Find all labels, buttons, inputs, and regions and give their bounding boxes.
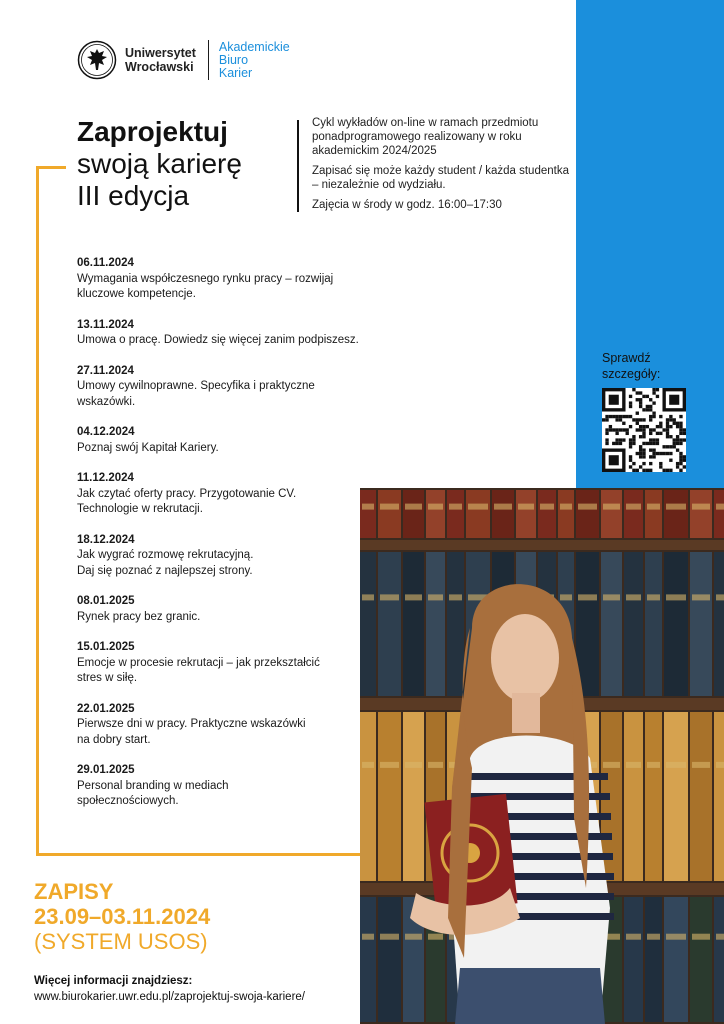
schedule-topic-line: Rynek pracy bez granic.: [77, 610, 201, 623]
schedule-date: 18.12.2024: [77, 533, 135, 546]
schedule-date: 29.01.2025: [77, 764, 135, 776]
title-line-3: III edycja: [77, 180, 190, 211]
university-line-2: Wrocławski: [125, 60, 194, 74]
student-photo: [360, 488, 724, 1024]
schedule-topic-line: Daj się poznać z najlepszej strony.: [77, 564, 253, 577]
schedule-item: [77, 471, 377, 518]
qr-code[interactable]: [602, 388, 686, 472]
schedule-topic-line: Umowy cywilnoprawne. Specyfika i praktyczne: [77, 380, 315, 392]
schedule-topic-line: Pierwsze dni w pracy. Praktyczne wskazówki: [77, 718, 306, 730]
more-info: [34, 973, 305, 1005]
intro-paragraph-1: Cykl wykładów on-line w ramach przedmiotu ponadprogramowego realizowany w roku akademickim 2024/2025: [312, 117, 539, 157]
title-line-1: Zaprojektuj: [77, 116, 228, 147]
qr-caption-line-1: Sprawdź: [602, 351, 651, 365]
schedule-topic-line: stres w siłę.: [77, 672, 138, 684]
office-line-3: Karier: [218, 65, 253, 80]
schedule-topic-line: Wymagania współczesnego rynku pracy – rozwijaj: [77, 272, 334, 285]
orange-bracket-bottom: [36, 853, 360, 856]
schedule-date: 15.01.2025: [77, 641, 135, 653]
schedule-topic-line: Emocje w procesie rekrutacji – jak przekształcić: [77, 656, 320, 669]
office-line-2: Biuro: [218, 52, 249, 67]
university-name: [125, 46, 196, 74]
intro-paragraph-2: Zapisać się może każdy student / każda studentka – niezależnie od wydziału.: [312, 165, 569, 191]
logo-block: [77, 40, 290, 80]
signup-heading: ZAPISY: [34, 879, 114, 904]
title-divider: [297, 120, 299, 212]
career-office-name: [219, 41, 290, 80]
title-line-2: swoją karierę: [77, 148, 242, 179]
schedule-item: [77, 364, 377, 411]
schedule-item: [77, 594, 377, 625]
schedule-date: 13.11.2024: [77, 318, 134, 331]
more-info-label: Więcej informacji znajdziesz:: [34, 975, 193, 987]
schedule-topic-line: kluczowe kompetencje.: [77, 288, 196, 300]
qr-caption: [602, 350, 660, 382]
schedule-topic-line: wskazówki.: [77, 395, 136, 408]
schedule-item: [77, 425, 377, 456]
office-line-1: Akademickie: [218, 39, 290, 54]
schedule-topic-line: Jak wygrać rozmowę rekrutacyjną.: [77, 549, 254, 561]
schedule-topic-line: Technologie w rekrutacji.: [77, 503, 203, 515]
signup-block: [34, 879, 210, 954]
schedule-item: [77, 763, 377, 810]
intro-text: [312, 116, 574, 218]
lecture-schedule: [77, 256, 377, 825]
schedule-item: [77, 318, 377, 349]
schedule-date: 11.12.2024: [77, 472, 134, 484]
schedule-item: [77, 702, 377, 749]
signup-dates: 23.09–03.11.2024: [34, 904, 211, 929]
schedule-date: 06.11.2024: [77, 257, 134, 269]
logo-divider: [208, 40, 209, 80]
orange-bracket-left: [36, 166, 39, 856]
schedule-item: [77, 533, 377, 580]
intro-paragraph-3: Zajęcia w środy w godz. 16:00–17:30: [312, 199, 502, 211]
qr-caption-line-2: szczegóły:: [602, 367, 661, 381]
schedule-item: [77, 640, 377, 687]
schedule-topic-line: Jak czytać oferty pracy. Przygotowanie CV.: [77, 487, 297, 500]
university-eagle-emblem: [77, 40, 117, 80]
schedule-topic-line: Umowa o pracę. Dowiedz się więcej zanim podpiszesz.: [77, 334, 359, 346]
schedule-topic-line: społecznościowych.: [77, 795, 179, 807]
page-title: [77, 116, 242, 212]
signup-system: (SYSTEM USOS): [34, 929, 208, 954]
schedule-date: 22.01.2025: [77, 702, 135, 715]
schedule-date: 27.11.2024: [77, 364, 134, 377]
schedule-topic-line: na dobry start.: [77, 733, 151, 746]
schedule-date: 08.01.2025: [77, 595, 135, 607]
schedule-topic-line: Personal branding w mediach: [77, 779, 229, 792]
more-info-url[interactable]: www.biurokarier.uwr.edu.pl/zaprojektuj-swoja-kariere/: [34, 991, 306, 1003]
schedule-date: 04.12.2024: [77, 426, 135, 438]
orange-bracket-top: [36, 166, 66, 169]
university-line-1: Uniwersytet: [125, 46, 196, 60]
schedule-topic-line: Poznaj swój Kapitał Kariery.: [77, 441, 219, 454]
schedule-item: [77, 256, 377, 303]
